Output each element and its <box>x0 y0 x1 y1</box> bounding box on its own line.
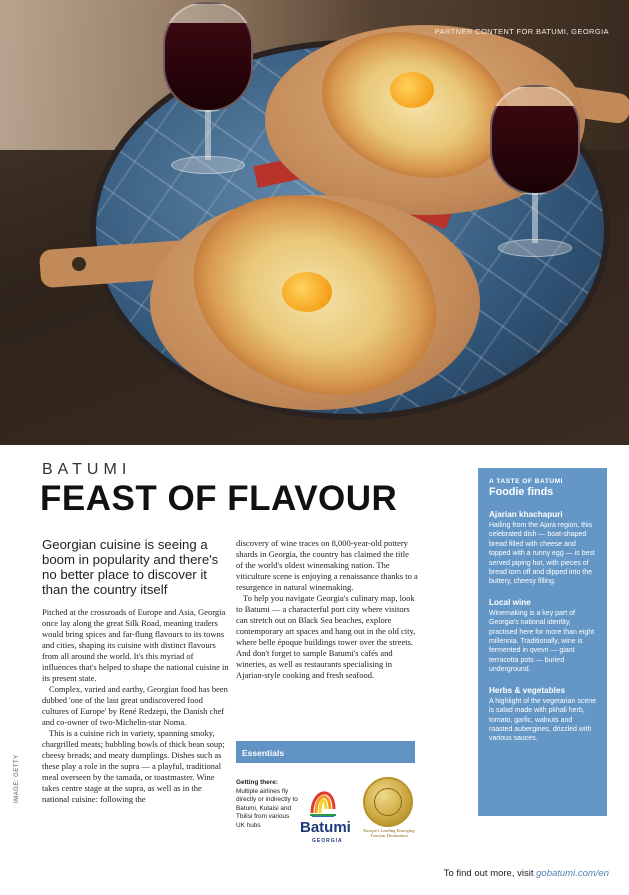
egg-yolk <box>390 72 434 108</box>
sidebar-item-heading: Herbs & vegetables <box>489 685 565 695</box>
article-kicker: BATUMI <box>42 461 132 478</box>
body-paragraph: To help you navigate Georgia's culinary map, look to Batumi — a characterful port city where visitors can stretch out on Black Sea beaches, explore contemporary art spaces and hang out in the old city, where belle époque buildings tower over the streets. And don't forget to sample Batumi's cafés and wineries, as well as restaurants specialising in Ajarian-style cooking and fresh seafood. <box>236 593 416 680</box>
essentials-heading: Essentials <box>236 741 415 763</box>
image-credit: IMAGE: GETTY <box>14 754 20 803</box>
article-title: FEAST OF FLAVOUR <box>40 479 398 518</box>
batumi-logo-mark-icon <box>308 779 338 817</box>
sidebar-item-text: Hailing from the Ajara region, this celebrated dish — boat-shaped bread filled with cheese and topped with a runny egg — is best served piping hot, with pieces of bread torn off and dipped into the buttery, cheesy filling. <box>489 522 595 586</box>
hero-photo <box>0 0 629 445</box>
footer-cta <box>444 868 609 879</box>
getting-there-text: Multiple airlines fly directly or indirectly to Batumi, Kutaisi and Tbilisi from various UK hubs <box>236 787 298 829</box>
sidebar-title: Foodie finds <box>489 486 554 498</box>
sidebar-kicker: A TASTE OF BATUMI <box>489 478 563 485</box>
getting-there-info <box>236 779 298 831</box>
sidebar-item-heading: Local wine <box>489 597 531 607</box>
batumi-logo-word: Batumi <box>300 819 351 836</box>
sidebar-item-text: Winemaking is a key part of Georgia's national identity, practised here for more than eight millennia. Traditionally, wine is fermented in qvevri — giant terracotta pots — buried underground. <box>489 609 595 674</box>
website-link[interactable]: gobatumi.com/en <box>536 868 609 879</box>
batumi-logo-subtitle: GEORGIA <box>312 838 343 844</box>
body-paragraph: Pitched at the crossroads of Europe and Asia, Georgia once lay along the great Silk Road, meaning traders would bring spices and far-flung flavours to its towns and cities, shaping its cuisine with distinct flavours from all around the world. It's this myriad of influences that's helped to shape the national cuisine in its present state. <box>42 607 229 683</box>
egg-yolk <box>282 272 332 312</box>
batumi-logo <box>300 779 358 845</box>
body-column-1 <box>42 607 230 805</box>
body-paragraph: discovery of wine traces on 8,000-year-old pottery shards in Georgia, the country has claimed the title of the world's oldest winemaking nation. The viticulture scene is enjoying a renaissance thanks to a resurgence in natural winemaking. <box>236 538 418 592</box>
getting-there-label: Getting there: <box>236 779 278 786</box>
award-badge <box>362 777 416 847</box>
body-paragraph: This is a cuisine rich in variety, spanning smoky, chargrilled meats; bubbling bowls of thick bean soup; cheesy breads; and meaty dumplings. Dishes such as these play a role in the supra — a playful, traditional meal overseen by the tamada, or toastmaster. Wine takes centre stage at the supra, as well as in the national cuisine: following the <box>42 728 225 804</box>
board-handle-hole <box>72 257 86 271</box>
award-medal-icon <box>363 777 413 827</box>
body-paragraph: Complex, varied and earthy, Georgian food has been dubbed 'one of the last great undiscovered food cultures of Europe' by René Redzepi, the Danish chef and co-owner of two-Michelin-star Noma. <box>42 684 228 727</box>
sidebar-item-text: A highlight of the vegetarian scene is salad made with pkhali herb, tomato, garlic, walnuts and roasted aubergines, drizzled with various sauces. <box>489 697 597 743</box>
article-standfirst: Georgian cuisine is seeing a boom in popularity and there's no better place to discover it than the country itself <box>42 537 219 597</box>
footer-cta-text: To find out more, visit <box>443 868 537 879</box>
foodie-finds-sidebar <box>478 468 607 816</box>
partner-content-label: PARTNER CONTENT FOR BATUMI, GEORGIA <box>434 27 609 36</box>
body-column-2 <box>236 538 418 681</box>
sidebar-item-heading: Ajarian khachapuri <box>489 510 563 519</box>
award-caption: Europe's Leading Emerging Tourism Destination <box>363 828 415 839</box>
